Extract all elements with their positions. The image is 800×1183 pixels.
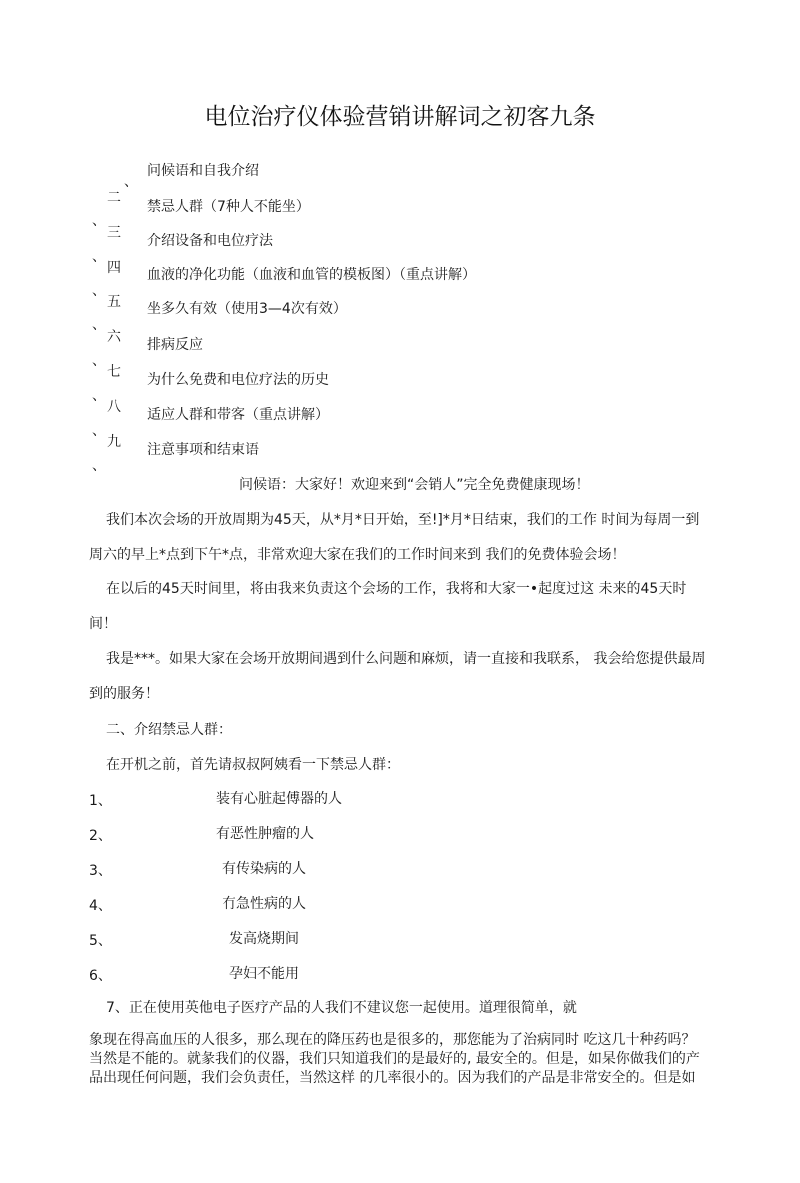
list-item-5: 发高烧期间 bbox=[229, 931, 299, 947]
list-item-2: 有恶性肿瘤的人 bbox=[216, 826, 314, 842]
toc-num-5: 五 bbox=[107, 294, 121, 310]
list-num-6: 6、 bbox=[89, 968, 112, 984]
closing-line-3: 品出现任何问题，我们会负责任，当然这样 的几率很小的。因为我们的产品是非常安全的。但是如 bbox=[89, 1070, 696, 1086]
toc-mark-8: 、 bbox=[92, 423, 106, 439]
para1-line2: 周六的早上*点到下午*点，非常欢迎大家在我们的工作时间来到 我们的免费体验会场！ bbox=[89, 547, 626, 563]
greeting-line: 问候语：大家好！欢迎来到“会销人”完全免费健康现场！ bbox=[239, 477, 590, 493]
list-item-3: 有传染病的人 bbox=[222, 861, 306, 877]
toc-num-2: 二 bbox=[107, 190, 121, 206]
toc-item-3: 介绍设备和电位疗法 bbox=[147, 233, 273, 249]
closing-line-2: 当然是不能的。就彖我们的仪器，我们只知道我们的是最好的, 最安全的。但是，如杲你做我们的产 bbox=[89, 1051, 700, 1067]
toc-mark-5: 、 bbox=[92, 317, 106, 333]
para2-line2: 间！ bbox=[89, 616, 117, 632]
toc-mark-7: 、 bbox=[92, 388, 106, 404]
para3-line1: 我是***。如果大家在会场开放期间遇到什么问题和麻烦，请一直接和我联系， 我会给您提供最周 bbox=[106, 651, 706, 667]
toc-item-9: 注意事项和结束语 bbox=[147, 442, 259, 458]
para2-line1: 在以后的45天时间里，将由我来负责这个会场的工作，我将和大家一•起度过这 未来的45天时 bbox=[106, 581, 687, 597]
para1-line1: 我们本次会场的开放周期为45天，从*月*日开始，至!]*月*日结束，我们的工作 时间为每周一到 bbox=[106, 512, 700, 528]
toc-mark-1: 、 bbox=[124, 174, 138, 190]
section2-heading: 二、介绍禁忌人群： bbox=[106, 722, 232, 738]
toc-item-8: 适应人群和带客（重点讲解） bbox=[147, 407, 329, 423]
list-item-6: 孕妇不能用 bbox=[229, 966, 299, 982]
toc-item-5: 坐多久有效（使用3—4次有效） bbox=[147, 301, 347, 317]
toc-item-4: 血液的净化功能（血液和血管的模板图）（重点讲解） bbox=[147, 267, 476, 283]
list-num-5: 5、 bbox=[89, 933, 112, 949]
toc-mark-2: 、 bbox=[92, 213, 106, 229]
toc-item-2: 禁忌人群（7种人不能坐） bbox=[147, 199, 310, 215]
list-num-4: 4、 bbox=[89, 898, 112, 914]
toc-num-7: 七 bbox=[107, 364, 121, 380]
section2-intro: 在开机之前，首先请叔叔阿姨看一下禁忌人群： bbox=[106, 757, 400, 773]
toc-item-6: 排病反应 bbox=[147, 337, 203, 353]
list-num-2: 2、 bbox=[89, 828, 112, 844]
toc-num-3: 三 bbox=[107, 225, 121, 241]
list-num-1: 1、 bbox=[89, 793, 112, 809]
toc-mark-3: 、 bbox=[92, 249, 106, 265]
closing-line-1: 象现在得高血压的人很多，那么现在的降压药也是很多的，那您能为了治病同时 吃这几十种药吗？ bbox=[89, 1032, 696, 1048]
toc-item-7: 为什么免费和电位疗法的历史 bbox=[147, 372, 329, 388]
toc-num-8: 八 bbox=[107, 399, 121, 415]
para3-line2: 到的服务！ bbox=[89, 686, 159, 702]
toc-num-6: 六 bbox=[107, 329, 121, 345]
list-item-7: 7、正在使用英他电子医疗产品的人我们不建议您一起使用。道理很简单，就 bbox=[106, 1000, 577, 1016]
toc-mark-9: 、 bbox=[92, 458, 106, 474]
toc-item-1: 问候语和自我介绍 bbox=[147, 163, 259, 179]
document-title: 电位治疗仪体验营销讲解词之初客九条 bbox=[204, 104, 596, 130]
list-item-4: 冇急性病的人 bbox=[222, 896, 306, 912]
list-num-3: 3、 bbox=[89, 863, 112, 879]
list-item-1: 装有心脏起傅器的人 bbox=[216, 791, 342, 807]
toc-mark-6: 、 bbox=[92, 353, 106, 369]
toc-mark-4: 、 bbox=[92, 283, 106, 299]
toc-num-4: 四 bbox=[107, 260, 121, 276]
toc-num-9: 九 bbox=[107, 434, 121, 450]
